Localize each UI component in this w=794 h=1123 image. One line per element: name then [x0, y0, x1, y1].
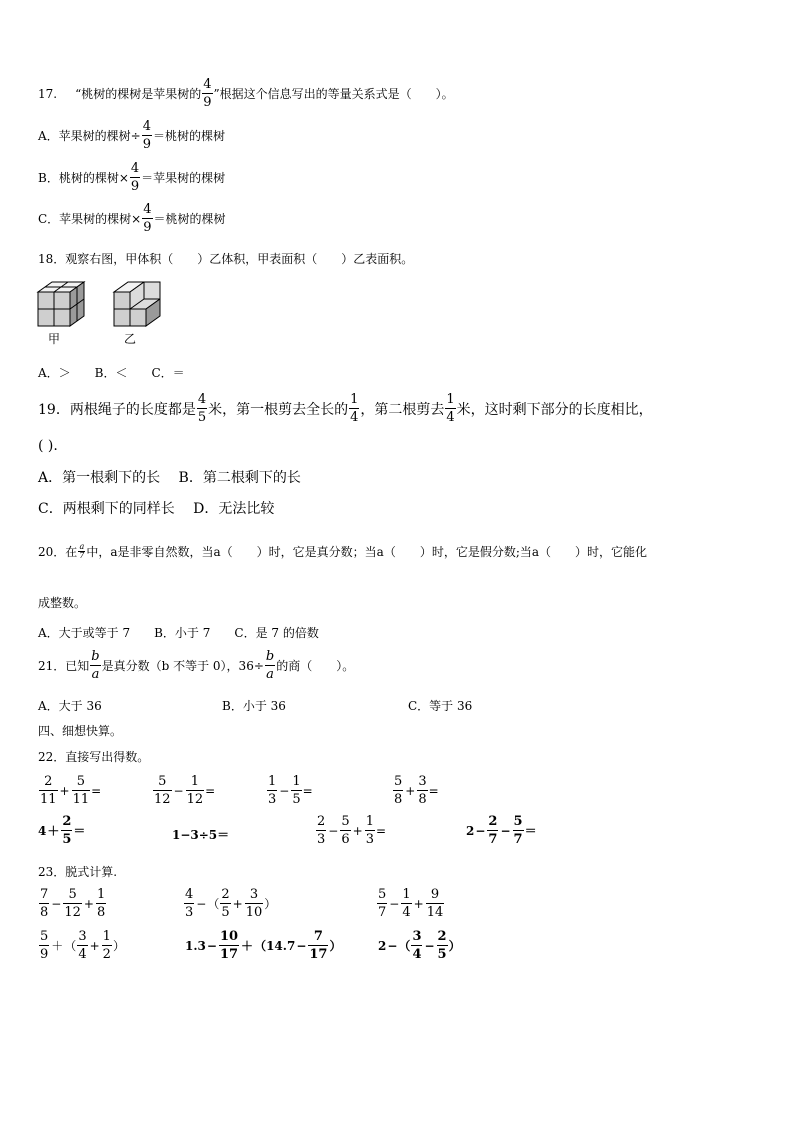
q17-number: 17.	[38, 86, 58, 101]
q22-expr-g: 2 3 − 5 6 + 1 3 =	[317, 814, 387, 847]
cube-a-label: 甲	[48, 332, 61, 346]
q23-expr-f: 2 − （ 3 4 − 2 5 ）	[378, 929, 461, 962]
q22-expr-a: 2 11 + 5 11 =	[40, 774, 102, 807]
q22-expr-f: 1−3÷5＝	[172, 828, 230, 842]
q22-expr-c: 1 3 − 1 5 =	[268, 774, 313, 807]
q20-line2: 成整数。	[38, 596, 87, 610]
q19-options-2: C．两根剩下的同样长 D．无法比较	[38, 501, 275, 517]
q21-option-a: A．大于 36	[38, 699, 102, 713]
q17-stem	[38, 78, 454, 109]
q23-expr-a: 7 8 − 5 12 + 1 8	[40, 887, 106, 920]
cube-b-label: 乙	[124, 332, 137, 346]
q20-options: A．大于或等于 7 B．小于 7 C．是 7 的倍数	[38, 626, 319, 640]
q22-title: 22．直接写出得数。	[38, 750, 150, 764]
q18-stem: 18．观察右图，甲体积（ ）乙体积，甲表面积（ ）乙表面积。	[38, 252, 414, 266]
q18-options: A．＞ B．＜ C．＝	[38, 366, 185, 380]
q23-expr-c: 5 7 − 1 4 + 9 14	[378, 887, 444, 920]
q19-stem: 19．两根绳子的长度都是 4 5 米，第一根剪去全长的 1 4 ，第二根剪去 1 4 米，这时剩下部分的长度相比，	[38, 392, 653, 425]
q23-expr-b: 4 3 − （ 2 5 + 3 10 ）	[185, 887, 277, 920]
q23-expr-d: 5 9 ＋ （ 3 4 + 1 2 ）	[40, 929, 125, 962]
q21-stem: 21．已知 b a 是真分数（b 不等于 0），36÷ b a 的商（ ）。	[38, 649, 355, 682]
q23-title: 23．脱式计算.	[38, 865, 118, 879]
q19-options-1: A．第一根剩下的长 B．第二根剩下的长	[38, 470, 301, 486]
q17-option-b: B．桃树的棵树× 4 9 ＝苹果树的棵树	[38, 161, 226, 194]
q17-fraction: 4 9	[203, 77, 212, 110]
q22-expr-b: 5 12 − 1 12 =	[154, 774, 216, 807]
q22-expr-d: 5 8 + 3 8 =	[394, 774, 439, 807]
q21-option-c: C．等于 36	[408, 699, 473, 713]
q17-post: ”根据这个信息写出的等量关系式是（ ）。	[213, 87, 454, 101]
q19-line2: ( ).	[38, 438, 58, 454]
q22-expr-h: 2 − 2 7 − 5 7 ＝	[466, 814, 537, 847]
cube-figures	[36, 280, 176, 332]
cube-figure-a	[38, 282, 84, 326]
cube-figure-b	[114, 282, 160, 326]
q23-expr-e: 1.3 − 10 17 ＋ （ 14.7 − 7 17 ）	[185, 929, 342, 962]
q17-pre: “桃树的棵树是苹果树的	[75, 87, 202, 101]
section-heading: 四、细想快算。	[38, 724, 123, 738]
q21-option-b: B．小于 36	[222, 699, 286, 713]
q17-option-c: C．苹果树的棵树× 4 9 ＝桃树的棵树	[38, 202, 226, 235]
q20-stem: 20．在 a 7 中，a是非零自然数，当a（ ）时，它是真分数；当a（ ）时，它是假分数;当a（ ）时，它能化	[38, 542, 648, 560]
q22-expr-e: 4 ＋ 2 5 ＝	[38, 814, 86, 847]
q17-option-a: A．苹果树的棵树÷ 4 9 ＝桃树的棵树	[38, 119, 226, 152]
